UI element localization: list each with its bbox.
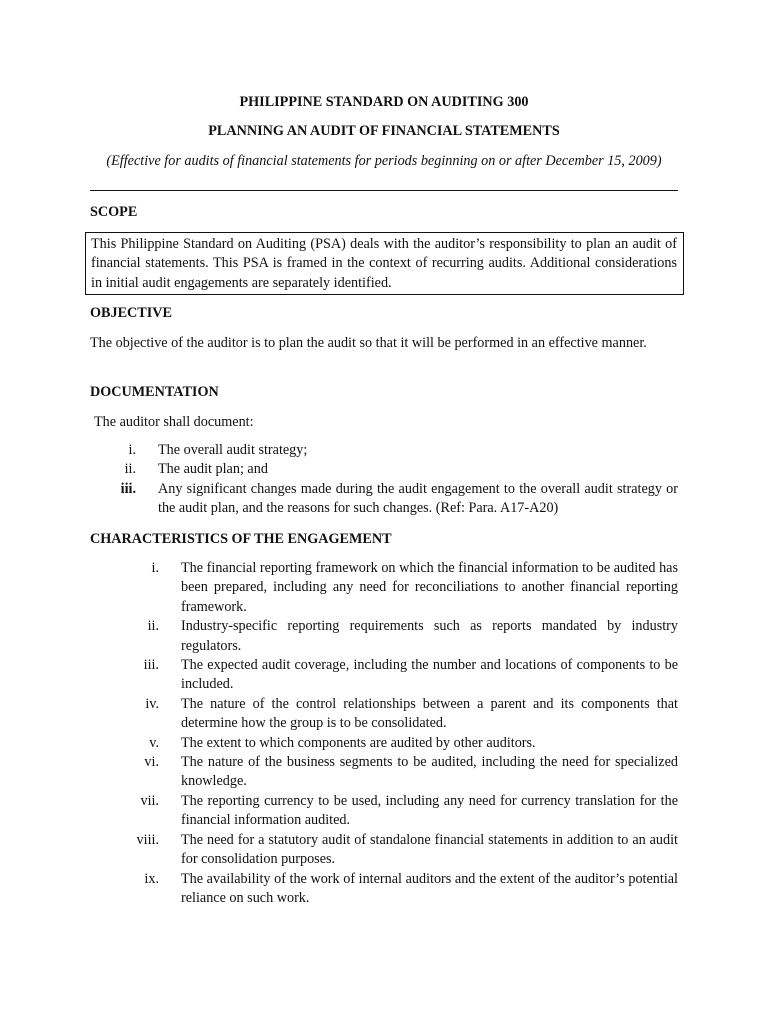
list-item — [90, 870, 678, 909]
list-item-number: vi. — [144, 754, 159, 771]
list-item — [90, 656, 678, 695]
list-item-number: i. — [151, 560, 159, 576]
list-item — [90, 792, 678, 831]
list-item-text: The nature of the control relationships between a parent and its components that determine how the group is to be consolidated. — [181, 695, 678, 732]
scope-heading: SCOPE — [90, 204, 138, 220]
list-item — [90, 695, 678, 734]
scope-text-box: This Philippine Standard on Auditing (PSA) deals with the auditor’s responsibility to plan an audit of financial statements. This PSA is framed in the context of recurring audits. Additional considerations in initial audit engagements are separately identified. — [85, 232, 684, 295]
documentation-list — [90, 441, 678, 519]
document-subtitle: PLANNING AN AUDIT OF FINANCIAL STATEMENTS — [208, 123, 560, 139]
list-item-number: iii. — [120, 480, 136, 497]
list-item — [90, 559, 678, 617]
list-item-number: viii. — [136, 831, 159, 848]
objective-text: The objective of the auditor is to plan the audit so that it will be performed in an effective manner. — [90, 335, 647, 351]
header-divider — [90, 190, 678, 191]
list-item-text: The overall audit strategy; — [158, 442, 308, 458]
characteristics-heading: CHARACTERISTICS OF THE ENGAGEMENT — [90, 531, 392, 547]
list-item-text: Any significant changes made during the audit engagement to the overall audit strategy or the audit plan, and the reasons for such changes. (Ref: Para. A17-A20) — [158, 480, 678, 517]
list-item — [90, 734, 678, 753]
list-item-text: The financial reporting framework on which the financial information to be audited has been prepared, including any need for reconciliations to another financial reporting framework. — [181, 560, 678, 615]
list-item — [90, 831, 678, 870]
list-item-text: Industry-specific reporting requirements such as reports mandated by industry regulators. — [181, 618, 678, 654]
list-item-number: i. — [128, 442, 136, 458]
list-item-number: vii. — [140, 792, 159, 809]
list-item — [90, 753, 678, 792]
list-item-text: The extent to which components are audited by other auditors. — [181, 734, 536, 751]
list-item-text: The nature of the business segments to be audited, including the need for specialized knowledge. — [181, 754, 678, 790]
list-item-text: The reporting currency to be used, including any need for currency translation for the financial information audited. — [181, 792, 678, 829]
document-title: PHILIPPINE STANDARD ON AUDITING 300 — [239, 94, 529, 110]
list-item-text: The expected audit coverage, including the number and locations of components to be included. — [181, 657, 678, 693]
list-item-number: v. — [149, 734, 159, 751]
list-item — [90, 441, 678, 460]
list-item-text: The need for a statutory audit of standalone financial statements in addition to an audit for consolidation purposes. — [181, 831, 678, 868]
list-item — [90, 617, 678, 656]
list-item-number: ii. — [124, 461, 136, 478]
list-item-number: iii. — [143, 657, 159, 674]
characteristics-list — [90, 559, 678, 908]
documentation-intro: The auditor shall document: — [94, 414, 254, 430]
effective-date-note: (Effective for audits of financial statements for periods beginning on or after December 15, 2009) — [106, 153, 662, 169]
list-item-text: The audit plan; and — [158, 461, 268, 478]
list-item-number: ix. — [144, 870, 159, 887]
objective-heading: OBJECTIVE — [90, 305, 172, 321]
list-item — [90, 480, 678, 519]
list-item-number: ii. — [147, 618, 159, 635]
list-item — [90, 460, 678, 479]
list-item-text: The availability of the work of internal auditors and the extent of the auditor’s potential reliance on such work. — [181, 870, 678, 906]
list-item-number: iv. — [145, 695, 159, 712]
documentation-heading: DOCUMENTATION — [90, 384, 219, 400]
